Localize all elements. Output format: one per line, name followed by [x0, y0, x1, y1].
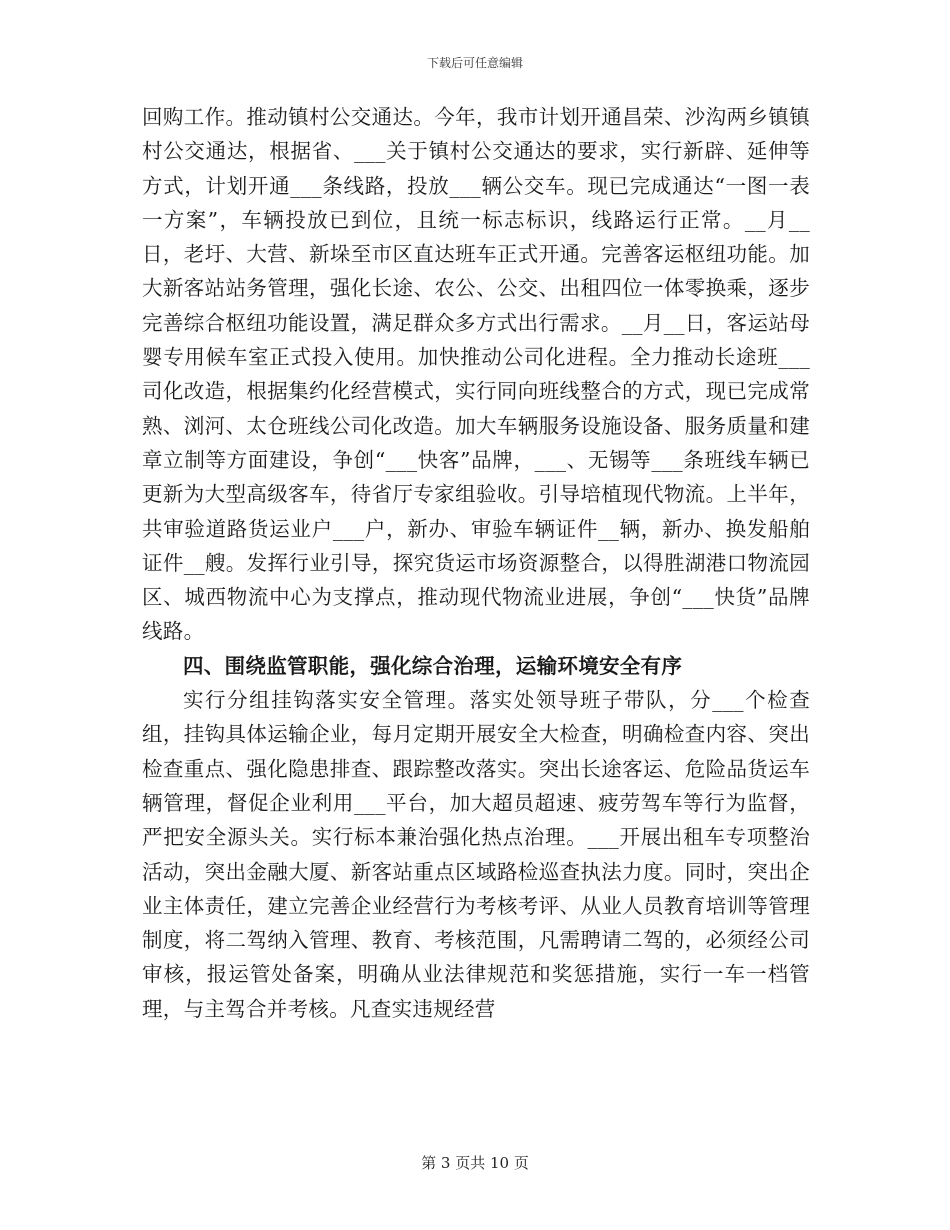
body-paragraph-2: 实行分组挂钩落实安全管理。落实处领导班子带队，分___个检查组，挂钩具体运输企业，每月定期开展安全大检查，明确检查内容、突出检查重点、强化隐患排查、跟踪整改落实。突出长途客运、危险品货运车辆管理，督促企业利用___平台，加大超员超速、疲劳驾车等行为监督，严把安全源头关。实行标本兼治强化热点治理。___开展出租车专项整治活动，突出金融大厦、新客站重点区域路检巡查执法力度。同时，突出企业主体责任，建立完善企业经营行为考核考评、从业人员教育培训等管理制度，将二驾纳入管理、教育、考核范围，凡需聘请二驾的，必须经公司审核，报运管处备案，明确从业法律规范和奖惩措施，实行一车一档管理，与主驾合并考核。凡查实违规经营	[142, 688, 810, 1021]
page-header-note: 下载后可任意编辑	[426, 56, 523, 70]
section-heading: 四、围绕监管职能，强化综合治理，运输环境安全有序	[183, 653, 683, 678]
body-paragraph-1: 回购工作。推动镇村公交通达。今年，我市计划开通昌荣、沙沟两乡镇镇村公交通达，根据省、___关于镇村公交通达的要求，实行新辟、延伸等方式，计划开通___条线路，投放___辆公交车。现已完成通达“一图一表一方案”，车辆投放已到位，且统一标志标识，线路运行正常。__月__日，老圩、大营、新垛至市区直达班车正式开通。完善客运枢纽功能。加大新客站站务管理，强化长途、农公、公交、出租四位一体零换乘，逐步完善综合枢纽功能设置，满足群众多方式出行需求。__月__日，客运站母婴专用候车室正式投入使用。加快推动公司化进程。全力推动长途班___司化改造，根据集约化经营模式，实行同向班线整合的方式，现已完成常熟、浏河、太仓班线公司化改造。加大车辆服务设施设备、服务质量和建章立制等方面建设，争创“___快客”品牌，___、无锡等___条班线车辆已更新为大型高级客车，待省厅专家组验收。引导培植现代物流。上半年，共审验道路货运业户___户，新办、审验车辆证件__辆，新办、换发船舶证件__艘。发挥行业引导，探究货运市场资源整合，以得胜湖港口物流园区、城西物流中心为支撑点，推动现代物流业进展，争创“___快货”品牌线路。	[142, 105, 810, 644]
page-number: 第 3 页共 10 页	[421, 1154, 529, 1172]
document-body	[142, 100, 810, 1026]
